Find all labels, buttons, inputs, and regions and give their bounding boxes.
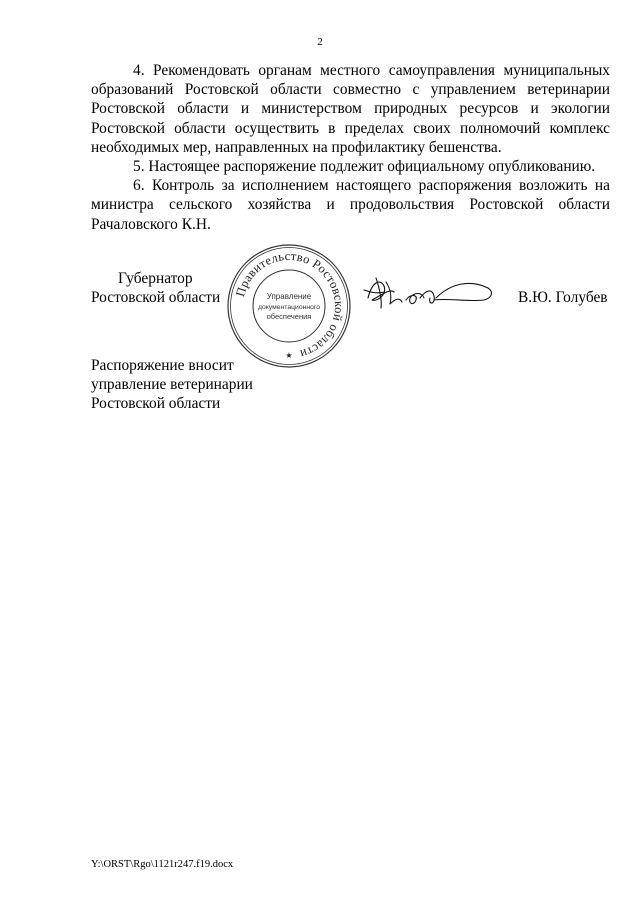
paragraph-5: 5. Настоящее распоряжение подлежит официальному опубликованию. — [133, 158, 596, 176]
seal-center-line3: обеспечения — [266, 312, 312, 321]
paragraph-6: 6. Контроль за исполнением настоящего распоряжения возложить на министра сельского хозяйства и продовольствия Ростовской области Рачаловского К.Н. — [91, 177, 610, 233]
order-body — [91, 61, 610, 234]
page-number: 2 — [317, 36, 323, 48]
signer-title-line2: Ростовской области — [91, 289, 221, 306]
seal-center-line2: документационного — [257, 304, 321, 311]
seal-ring-text: Правительство Ростовской области — [233, 248, 347, 362]
handwritten-signature — [362, 268, 498, 318]
submitted-by-line2: управление ветеринарии — [91, 376, 253, 393]
paragraph-4: 4. Рекомендовать органам местного самоуправления муниципальных образований Ростовской области совместно с управлением ветеринарии Ростовской области и министерством природных ресурсов и экологии Ростовской области осуществить в пределах своих полномочий комплекс необходимых мер, направленных на профилактику бешенства. — [91, 62, 610, 156]
seal-center-line1: Управление — [266, 292, 312, 301]
signer-title-line1: Губернатор — [118, 270, 193, 287]
signer-name: В.Ю. Голубев — [518, 289, 608, 306]
file-path-footer: Y:\ORST\Rgo\1121r247.f19.docx — [91, 859, 234, 870]
submitted-by-line1: Распоряжение вносит — [91, 357, 234, 374]
submitted-by-block — [91, 356, 253, 413]
official-seal — [226, 243, 352, 369]
submitted-by-line3: Ростовской области — [91, 395, 221, 412]
seal-star-icon: ★ — [285, 351, 293, 360]
